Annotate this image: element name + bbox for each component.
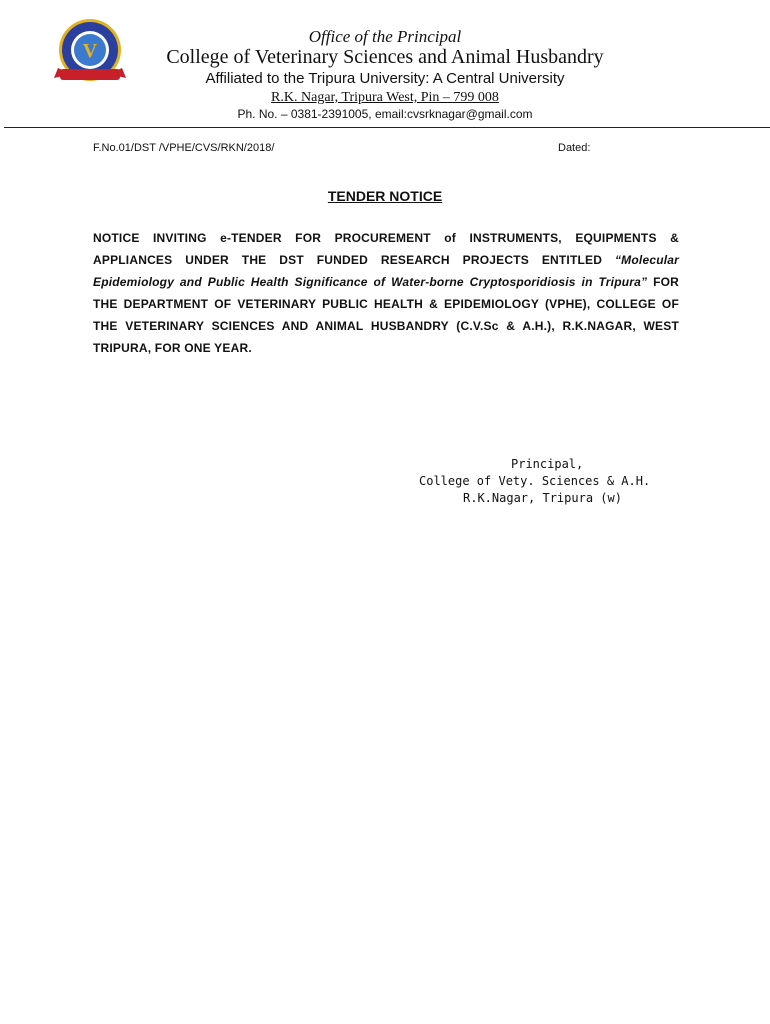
file-number: F.No.01/DST /VPHE/CVS/RKN/2018/ <box>93 142 275 154</box>
signature-college: College of Vety. Sciences & A.H. <box>419 474 651 488</box>
dated-label: Dated: <box>558 142 591 154</box>
college-name: College of Veterinary Sciences and Animal Husbandry <box>166 46 604 68</box>
header-divider <box>4 127 770 128</box>
notice-body <box>93 227 679 359</box>
office-line: Office of the Principal <box>308 27 462 46</box>
notice-title: TENDER NOTICE <box>327 188 443 204</box>
signature-place: R.K.Nagar, Tripura (w) <box>463 491 622 505</box>
notice-text-part2: FOR THE DEPARTMENT OF VETERINARY PUBLIC HEALTH & EPIDEMIOLOGY (VPHE), COLLEGE OF THE VETERINARY SCIENCES AND ANIMAL HUSBANDRY (C.V.Sc & A.H.), R.K.NAGAR, WEST TRIPURA, FOR ONE YEAR. <box>93 275 679 355</box>
notice-text-part1: NOTICE INVITING e-TENDER FOR PROCUREMENT of INSTRUMENTS, EQUIPMENTS & APPLIANCES UNDER THE DST FUNDED RESEARCH PROJECTS ENTITLED <box>93 231 679 267</box>
contact-line: Ph. No. – 0381-2391005, email:cvsrknagar@gmail.com <box>237 107 533 121</box>
affiliation-line: Affiliated to the Tripura University: A Central University <box>205 70 565 87</box>
svg-text:V: V <box>82 40 98 62</box>
address-line: R.K. Nagar, Tripura West, Pin – 799 008 <box>271 90 499 105</box>
project-title: “Molecular Epidemiology and Public Health Significance of Water-borne Cryptosporidiosis in Tripura” <box>93 253 679 289</box>
signature-block <box>400 456 650 507</box>
signature-title: Principal, <box>511 457 584 471</box>
